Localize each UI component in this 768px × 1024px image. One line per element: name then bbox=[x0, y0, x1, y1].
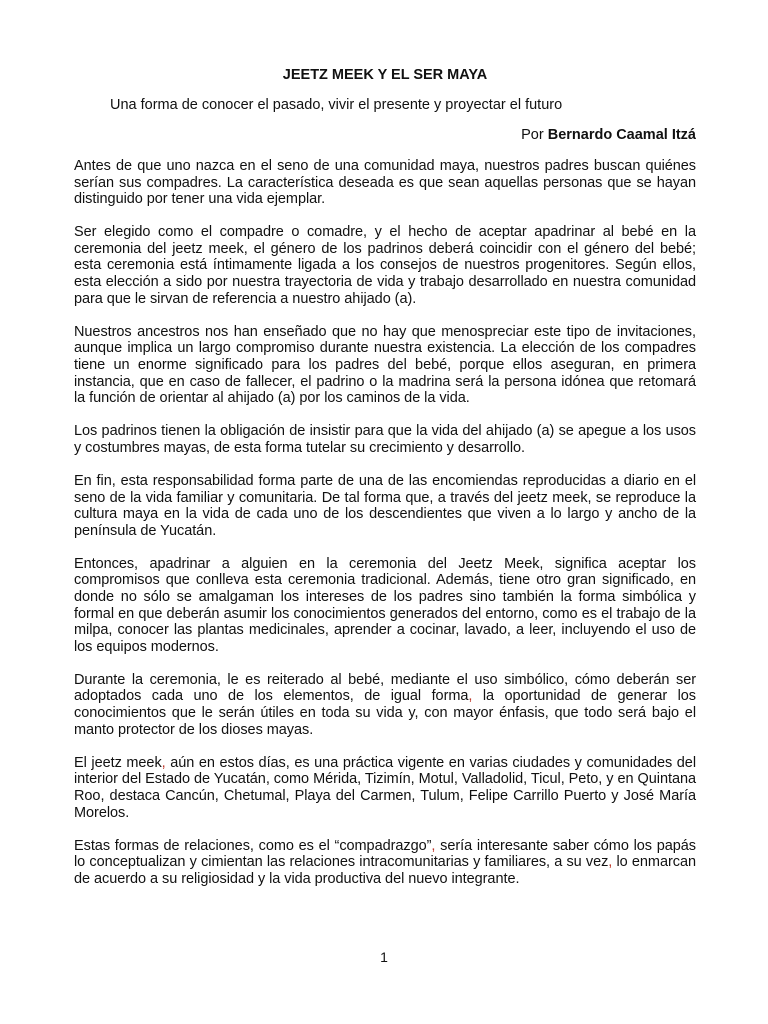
paragraph-9 bbox=[74, 838, 696, 888]
paragraph-9-part-3: lo enmarcan de acuerdo a su religiosidad y la vida productiva del nuevo integrante. bbox=[74, 854, 696, 887]
red-comma-mark: , bbox=[161, 754, 166, 771]
red-comma-mark: , bbox=[431, 837, 436, 854]
paragraph-8-part-2: aún en estos días, es una práctica vigente en varias ciudades y comunidades del interior del Estado de Yucatán, como Mérida, Tizimín, Motul, Valladolid, Ticul, Peto, y en Quintana Roo, destaca Cancún, Chetumal, Playa del Carmen, Tulum, Felipe Carrillo Puerto y José María Morelos. bbox=[74, 754, 696, 821]
author-name: Bernardo Caamal Itzá bbox=[547, 127, 696, 143]
paragraph-7-part-1: Durante la ceremonia, le es reiterado al bebé, mediante el uso simbólico, cómo deberán ser adoptados cada uno de los elementos, de igual forma bbox=[74, 671, 696, 705]
document-title: JEETZ MEEK Y EL SER MAYA bbox=[282, 67, 488, 83]
red-comma-mark: , bbox=[608, 854, 613, 871]
paragraph-4: Los padrinos tienen la obligación de insistir para que la vida del ahijado (a) se apegue a los usos y costumbres mayas, de esta forma tutelar su crecimiento y desarrollo. bbox=[74, 423, 696, 456]
paragraph-3: Nuestros ancestros nos han enseñado que no hay que menospreciar este tipo de invitaciones, aunque implica un largo compromiso durante nuestra existencia. La elección de los compadres tiene un enorme significado para los padres del bebé, porque ellos aseguran, en primera instancia, que en caso de fallecer, el padrino o la madrina será la persona idónea que retomará la función de orientar al ahijado (a) por los caminos de la vida. bbox=[74, 323, 696, 407]
paragraph-9-part-1: Estas formas de relaciones, como es el “compadrazgo” bbox=[74, 837, 432, 854]
red-comma-mark: , bbox=[468, 688, 473, 705]
paragraph-9-part-2: sería interesante saber cómo los papás lo conceptualizan y cimientan las relaciones intracomunitarias y familiares, a su vez bbox=[74, 837, 696, 871]
page-number: 1 bbox=[380, 949, 388, 965]
paragraph-7-part-2: la oportunidad de generar los conocimientos que le serán útiles en toda su vida y, con mayor énfasis, que todo será bajo el manto protector de los dioses mayas. bbox=[74, 688, 696, 738]
author-byline bbox=[74, 126, 696, 144]
paragraph-6: Entonces, apadrinar a alguien en la ceremonia del Jeetz Meek, significa aceptar los compromisos que conlleva esta ceremonia tradicional. Además, tiene otro gran significado, en donde no sólo se amalgaman los intereses de los padres sino también la forma simbólica y formal en que deberán asumir los conocimientos generados del entorno, como es el trabajo de la milpa, conocer las plantas medicinales, aprender a cocinar, lavado, a leer, incluyendo el uso de los equipos modernos. bbox=[74, 555, 696, 655]
document-page bbox=[74, 66, 696, 904]
paragraph-8-part-1: El jeetz meek bbox=[74, 754, 162, 771]
paragraph-2: Ser elegido como el compadre o comadre, y el hecho de aceptar apadrinar al bebé en la ceremonia del jeetz meek, el género de los padrinos deberá coincidir con el género del bebé; esta ceremonia está íntimamente ligada a los consejos de nuestros progenitores. Según ellos, esta elección a sido por nuestra trayectoria de vida y trabajo desarrollado en nuestra comunidad para que le sirvan de referencia a nuestro ahijado (a). bbox=[74, 224, 696, 307]
paragraph-5: En fin, esta responsabilidad forma parte de una de las encomiendas reproducidas a diario en el seno de la vida familiar y comunitaria. De tal forma que, a través del jeetz meek, se reproduce la cultura maya en la vida de cada uno de los descendientes que viven a lo largo y ancho de la península de Yucatán. bbox=[74, 472, 696, 539]
paragraph-7 bbox=[74, 672, 696, 738]
paragraph-8 bbox=[74, 755, 696, 821]
paragraph-1: Antes de que uno nazca en el seno de una comunidad maya, nuestros padres buscan quiénes serían sus compadres. La característica deseada es que sean aquellas personas que se hayan distinguido por tener una vida ejemplar. bbox=[74, 158, 696, 208]
byline-prefix: Por bbox=[521, 127, 548, 143]
document-subtitle: Una forma de conocer el pasado, vivir el presente y proyectar el futuro bbox=[110, 97, 563, 113]
